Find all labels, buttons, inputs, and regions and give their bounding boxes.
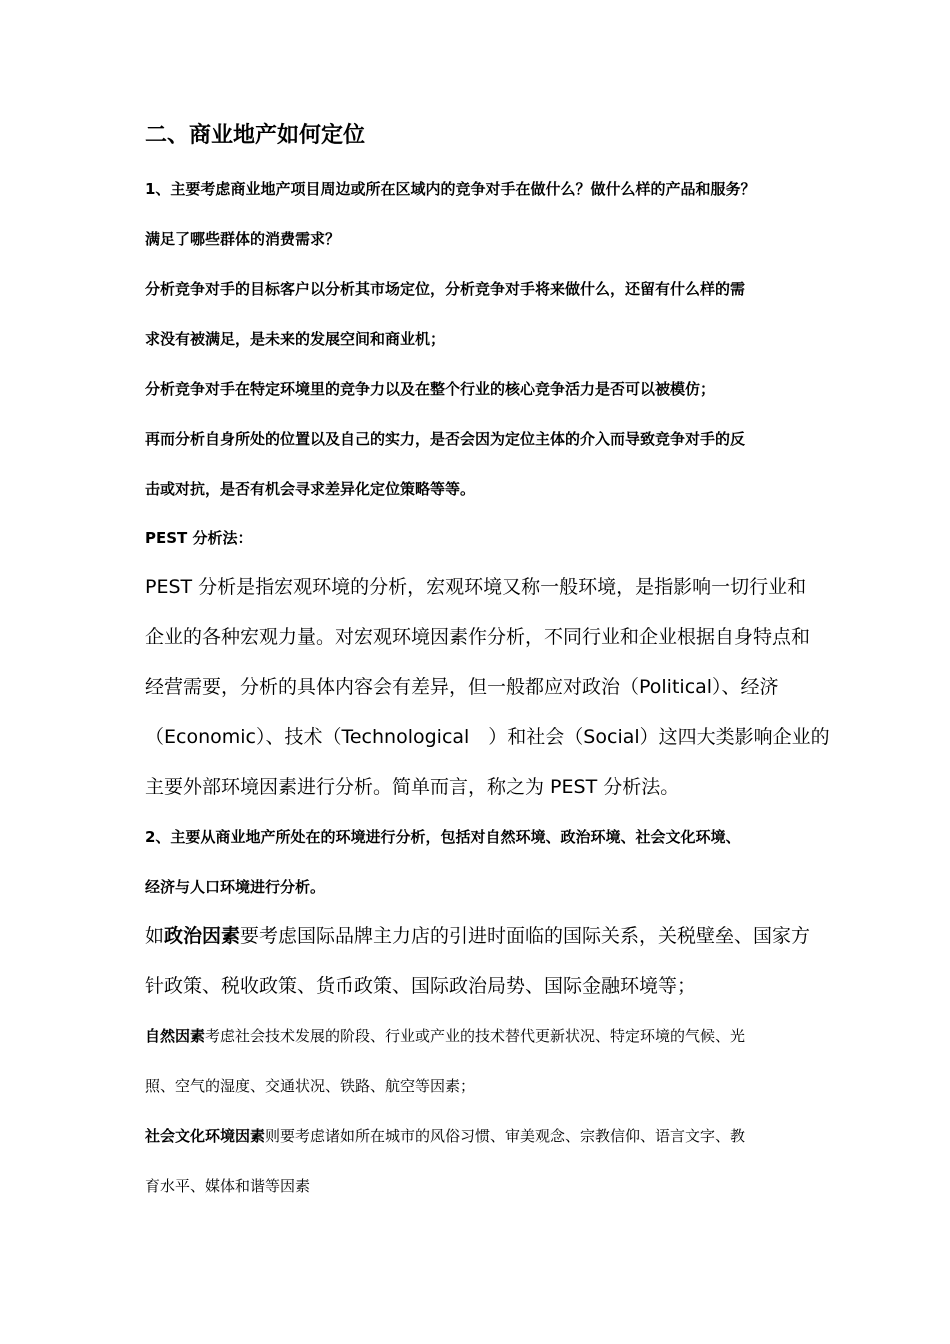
competitiveness-line: 分析竞争对手在特定环境里的竞争力以及在整个行业的核心竞争活力是否可以被模仿； xyxy=(145,380,716,398)
political-text: 要考虑国际品牌主力店的引进时面临的国际关系，关税壁垒、国家方 xyxy=(240,925,811,947)
political-prefix: 如 xyxy=(145,925,165,947)
natural-text: 考虑社会技术发展的阶段、行业或产业的技术替代更新状况、特定环境的气候、光 xyxy=(205,1027,746,1045)
competitor-analysis-line-1: 分析竞争对手的目标客户以分析其市场定位，分析竞争对手将来做什么，还留有什么样的需 xyxy=(145,280,746,298)
natural-factor-line-2: 照、空气的湿度、交通状况、铁路、航空等因素； xyxy=(145,1077,476,1095)
point-2-line-2: 经济与人口环境进行分析。 xyxy=(145,878,326,896)
natural-term: 自然因素 xyxy=(145,1027,206,1045)
pest-paragraph-line-2: 企业的各种宏观力量。对宏观环境因素作分析，不同行业和企业根据自身特点和 xyxy=(145,626,811,648)
self-analysis-line-1: 再而分析自身所处的位置以及自己的实力，是否会因为定位主体的介入而导致竞争对手的反 xyxy=(145,430,746,448)
point-2-line-1: 2、主要从商业地产所处在的环境进行分析，包括对自然环境、政治环境、社会文化环境、 xyxy=(145,828,741,846)
social-factor-line-1 xyxy=(145,1125,745,1146)
pest-paragraph-line-5: 主要外部环境因素进行分析。简单而言，称之为 PEST 分析法。 xyxy=(145,776,680,798)
point-1-line-1: 1、主要考虑商业地产项目周边或所在区域内的竞争对手在做什么？做什么样的产品和服务？ xyxy=(145,180,756,198)
point-1-line-2: 满足了哪些群体的消费需求？ xyxy=(145,230,341,248)
natural-factor-line-1 xyxy=(145,1025,745,1046)
political-factor-line-2: 针政策、税收政策、货币政策、国际政治局势、国际金融环境等； xyxy=(145,975,697,997)
social-text: 则要考虑诸如所在城市的风俗习惯、审美观念、宗教信仰、语言文字、教 xyxy=(265,1127,746,1145)
pest-paragraph-line-3: 经营需要，分析的具体内容会有差异，但一般都应对政治（Political）、经济 xyxy=(145,676,779,698)
social-term: 社会文化环境因素 xyxy=(145,1127,266,1145)
pest-paragraph-line-4: （Economic）、技术（Technological ）和社会（Social）这四大类影响企业的 xyxy=(145,726,830,748)
competitor-analysis-line-2: 求没有被满足，是未来的发展空间和商业机； xyxy=(145,330,446,348)
pest-heading: PEST 分析法： xyxy=(145,529,253,547)
social-factor-line-2: 育水平、媒体和谐等因素 xyxy=(145,1177,311,1195)
political-term: 政治因素 xyxy=(164,925,241,947)
political-factor-line-1 xyxy=(145,921,810,948)
self-analysis-line-2: 击或对抗，是否有机会寻求差异化定位策略等等。 xyxy=(145,480,476,498)
pest-paragraph-line-1: PEST 分析是指宏观环境的分析，宏观环境又称一般环境，是指影响一切行业和 xyxy=(145,576,807,598)
section-heading: 二、商业地产如何定位 xyxy=(145,123,366,148)
